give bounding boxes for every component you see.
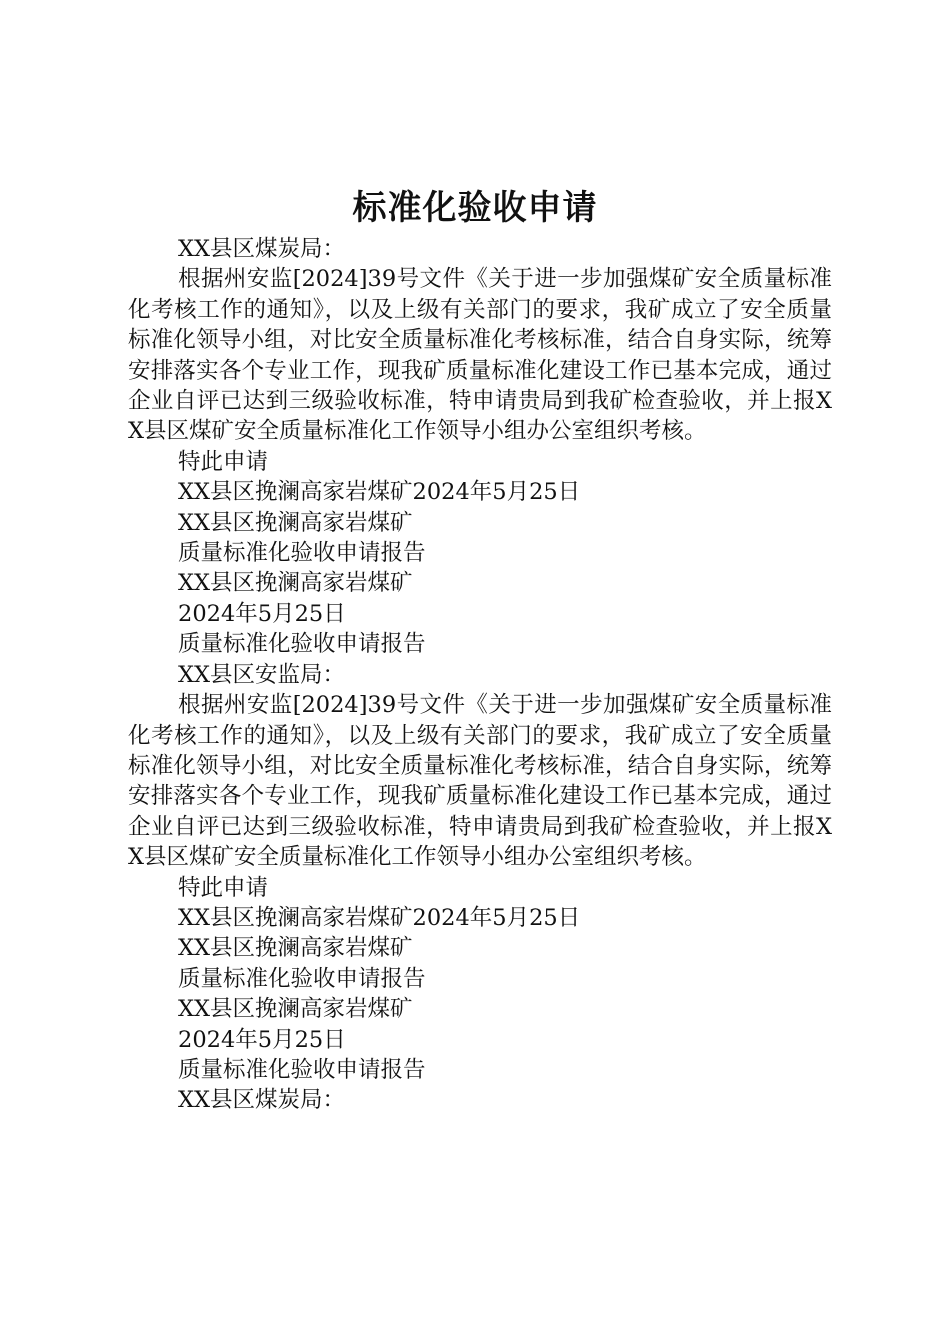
body-paragraph: 根据州安监[2024]39号文件《关于进一步加强煤矿安全质量标准化考核工作的通知》，以及上级有关部门的要求，我矿成立了安全质量标准化领导小组，对比安全质量标准化考核标准，结合自身实际，统筹安排落实各个专业工作，现我矿质量标准化建设工作已基本完成，通过企业自评已达到三级验收标准，特申请贵局到我矿检查验收，并上报XX县区煤矿安全质量标准化工作领导小组办公室组织考核。 [128,266,832,445]
signature-line: XX县区挽澜高家岩煤矿 [178,570,413,597]
salutation: XX县区安监局： [178,661,346,688]
document-body [128,234,832,1116]
report-heading: 质量标准化验收申请报告 [178,631,426,658]
signature-line: XX县区挽澜高家岩煤矿2024年5月25日 [178,479,581,506]
closing-line: 特此申请 [178,874,269,901]
report-heading: 质量标准化验收申请报告 [178,540,426,567]
signature-line: XX县区挽澜高家岩煤矿 [178,509,413,536]
body-paragraph: 根据州安监[2024]39号文件《关于进一步加强煤矿安全质量标准化考核工作的通知》，以及上级有关部门的要求，我矿成立了安全质量标准化领导小组，对比安全质量标准化考核标准，结合自身实际，统筹安排落实各个专业工作，现我矿质量标准化建设工作已基本完成，通过企业自评已达到三级验收标准，特申请贵局到我矿检查验收，并上报XX县区煤矿安全质量标准化工作领导小组办公室组织考核。 [128,692,832,871]
date-line: 2024年5月25日 [178,600,346,627]
closing-line: 特此申请 [178,448,269,475]
date-line: 2024年5月25日 [178,1026,346,1053]
signature-line: XX县区挽澜高家岩煤矿2024年5月25日 [178,904,581,931]
salutation: XX县区煤炭局： [178,236,346,262]
report-heading: 质量标准化验收申请报告 [178,965,426,992]
report-heading: 质量标准化验收申请报告 [178,1056,426,1083]
document-title: 标准化验收申请 [352,188,598,228]
signature-line: XX县区挽澜高家岩煤矿 [178,996,413,1023]
salutation: XX县区煤炭局： [178,1087,346,1114]
signature-line: XX县区挽澜高家岩煤矿 [178,935,413,962]
